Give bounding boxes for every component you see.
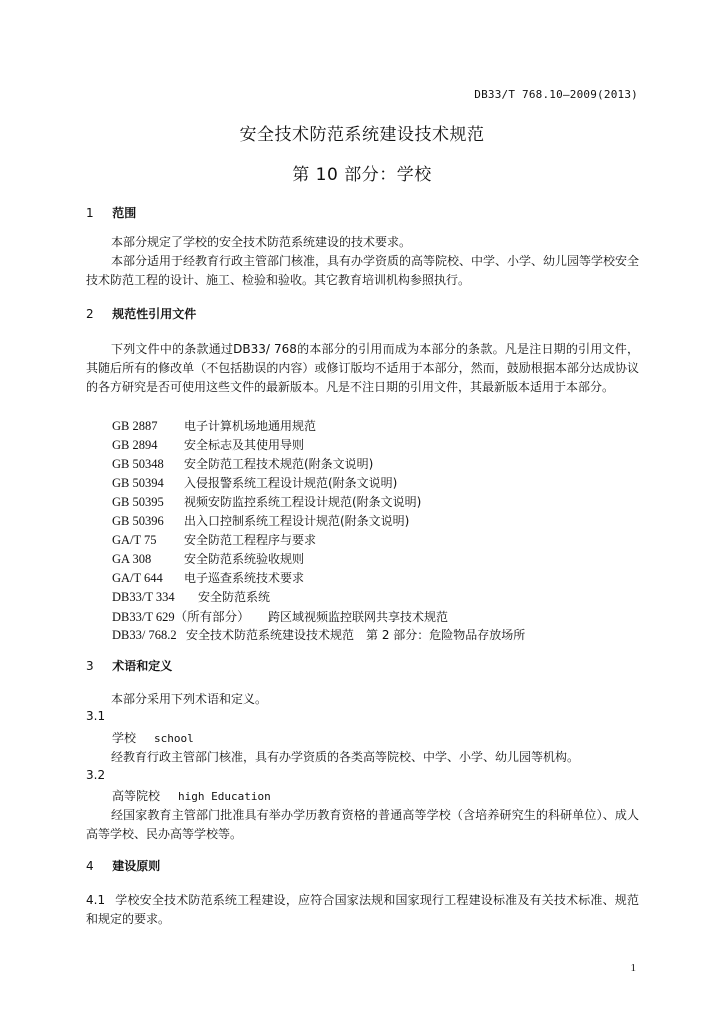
reference-item	[112, 474, 397, 491]
reference-title: 安全防范工程程序与要求	[184, 533, 317, 547]
reference-title: 安全标志及其使用导则	[184, 438, 305, 452]
paragraph: 本部分规定了学校的安全技术防范系统建设的技术要求。	[111, 235, 412, 249]
reference-code: GB 2887	[112, 419, 158, 433]
reference-item	[112, 531, 316, 548]
reference-code: GA/T 75	[112, 533, 157, 547]
section-title: 范围	[112, 206, 137, 220]
reference-code: GB 50394	[112, 476, 164, 490]
section-title: 建设原则	[112, 859, 161, 873]
term-chinese: 高等院校	[112, 789, 161, 803]
reference-title: 电子巡查系统技术要求	[184, 571, 305, 585]
definition-number: 3.2	[86, 768, 106, 782]
clause-paragraph	[86, 891, 639, 929]
reference-code: GB 50396	[112, 514, 164, 528]
definition-text: 经国家教育主管部门批准具有举办学历教育资格的普通高等学校（含培养研究生的科研单位）、成人高等学校、民办高等学校等。	[86, 808, 639, 842]
section-number: 1	[86, 206, 94, 220]
reference-title: 跨区域视频监控联网共享技术规范	[268, 610, 449, 624]
reference-code: DB33/T 629（所有部分）	[112, 610, 250, 624]
reference-title: 安全防范系统	[198, 590, 271, 604]
reference-code: GB 50348	[112, 457, 164, 471]
reference-title: 安全技术防范系统建设技术规范 第 2 部分：危险物品存放场所	[186, 628, 526, 642]
reference-item	[112, 417, 316, 434]
reference-item	[112, 588, 270, 605]
reference-title: 出入口控制系统工程设计规范(附条文说明)	[184, 514, 410, 528]
section-number: 2	[86, 307, 94, 321]
section-4-heading	[86, 857, 160, 874]
reference-item	[112, 607, 448, 625]
reference-title: 电子计算机场地通用规范	[184, 419, 317, 433]
reference-item	[112, 436, 304, 453]
reference-code: GB 50395	[112, 495, 164, 509]
document-title: 安全技术防范系统建设技术规范	[239, 125, 485, 145]
section-number: 4	[86, 859, 94, 873]
reference-item	[112, 550, 304, 567]
reference-code: GB 2894	[112, 438, 158, 452]
paragraph: 本部分适用于经教育行政主管部门核准，具有办学资质的高等院校、中学、小学、幼儿园等学校安全技术防范工程的设计、施工、检验和验收。其它教育培训机构参照执行。	[86, 254, 640, 288]
reference-item	[112, 512, 409, 529]
reference-item	[112, 493, 421, 510]
definition-number: 3.1	[86, 709, 106, 723]
document-subtitle: 第 10 部分：学校	[292, 165, 432, 185]
reference-title: 视频安防监控系统工程设计规范(附条文说明)	[184, 495, 422, 509]
section-1-heading	[86, 204, 136, 221]
term-row	[112, 729, 194, 746]
section-3-heading	[86, 657, 172, 674]
document-code: DB33/T 768.10—2009(2013)	[474, 88, 638, 101]
reference-code: GA 308	[112, 552, 152, 566]
reference-item	[112, 569, 304, 586]
page-number: 1	[630, 962, 636, 974]
reference-code: DB33/ 768.2	[112, 628, 177, 642]
reference-code: GA/T 644	[112, 571, 163, 585]
section-2-heading	[86, 305, 196, 322]
clause-number: 4.1	[86, 893, 106, 907]
term-english: school	[154, 732, 194, 745]
definition-text: 经教育行政主管部门核准，具有办学资质的各类高等院校、中学、小学、幼儿园等机构。	[111, 750, 580, 764]
reference-title: 安全防范工程技术规范(附条文说明)	[184, 457, 374, 471]
section-number: 3	[86, 659, 94, 673]
section-title: 术语和定义	[112, 659, 173, 673]
reference-item	[112, 455, 373, 472]
clause-text: 学校安全技术防范系统工程建设，应符合国家法规和国家现行工程建设标准及有关技术标准、规范和规定的要求。	[86, 893, 639, 927]
paragraph: 下列文件中的条款通过DB33/ 768的本部分的引用而成为本部分的条款。凡是注日期的引用文件，其随后所有的修改单（不包括勘误的内容）或修订版均不适用于本部分，然而，鼓励根据本部分达成协议的各方研究是否可使用这些文件的最新版本。凡是不注日期的引用文件，其最新版本适用于本部分。	[86, 342, 639, 395]
reference-title: 入侵报警系统工程设计规范(附条文说明)	[184, 476, 398, 490]
reference-item	[112, 626, 525, 643]
term-english: high Education	[178, 790, 271, 803]
term-row	[112, 787, 271, 804]
reference-code: DB33/T 334	[112, 590, 175, 604]
paragraph: 本部分采用下列术语和定义。	[111, 692, 268, 706]
term-chinese: 学校	[112, 731, 137, 745]
reference-title: 安全防范系统验收规则	[184, 552, 305, 566]
section-title: 规范性引用文件	[112, 307, 197, 321]
